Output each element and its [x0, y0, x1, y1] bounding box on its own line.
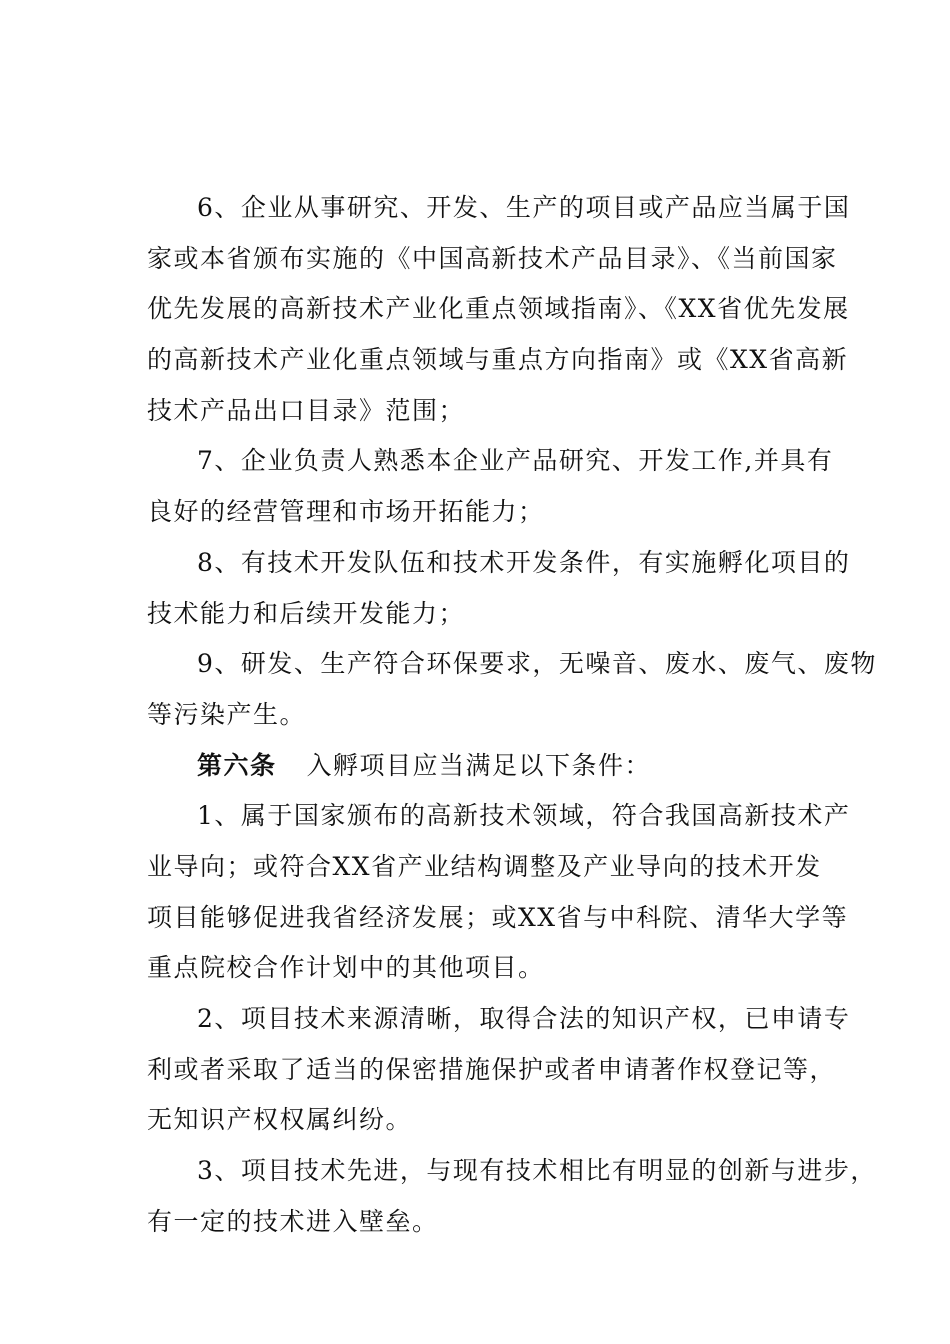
text-line: 1、属于国家颁布的高新技术领域，符合我国高新技术产 — [197, 801, 851, 831]
article-text: 入孵项目应当满足以下条件： — [306, 750, 652, 780]
text-line: 良好的经营管理和市场开拓能力； — [147, 497, 545, 527]
article-label: 第六条 — [197, 750, 277, 780]
text-line: 有一定的技术进入壁垒。 — [147, 1206, 439, 1236]
text-line: 等污染产生。 — [147, 699, 307, 729]
text-line: 8、有技术开发队伍和技术开发条件，有实施孵化项目的 — [197, 547, 851, 577]
document-body — [147, 183, 877, 1247]
paragraph-condition-1 — [147, 791, 851, 994]
text-line: 无知识产权权属纠纷。 — [147, 1105, 413, 1135]
text-line: 2、项目技术来源清晰，取得合法的知识产权，已申请专 — [197, 1004, 851, 1033]
paragraph-condition-2 — [147, 994, 851, 1146]
text-line: 3、项目技术先进，与现有技术相比有明显的创新与进步， — [197, 1156, 877, 1186]
text-line: 项目能够促进我省经济发展；或XX省与中科院、清华大学等 — [147, 902, 849, 932]
text-line: 利或者采取了适当的保密措施保护或者申请著作权登记等， — [147, 1054, 837, 1084]
paragraph-condition-3 — [147, 1146, 877, 1247]
text-line: 优先发展的高新技术产业化重点领域指南》、《XX省优先发展 — [147, 294, 850, 324]
text-line: 9、研发、生产符合环保要求，无噪音、废水、废气、废物 — [197, 649, 877, 679]
text-line: 的高新技术产业化重点领域与重点方向指南》或《XX省高新 — [147, 345, 849, 375]
text-line: 家或本省颁布实施的《中国高新技术产品目录》、《当前国家 — [147, 243, 838, 273]
text-line: 技术产品出口目录》范围； — [147, 395, 466, 425]
article-line — [147, 741, 817, 792]
paragraph-item-6 — [147, 183, 851, 436]
text-line: 重点院校合作计划中的其他项目。 — [147, 953, 545, 983]
paragraph-item-8 — [147, 538, 851, 639]
paragraph-item-9 — [147, 639, 877, 740]
text-line: 业导向；或符合XX省产业结构调整及产业导向的技术开发 — [147, 851, 822, 881]
text-line: 技术能力和后续开发能力； — [147, 598, 466, 628]
text-line: 7、企业负责人熟悉本企业产品研究、开发工作,并具有 — [197, 446, 834, 476]
article-heading — [147, 741, 817, 792]
text-line: 6、企业从事研究、开发、生产的项目或产品应当属于国 — [197, 193, 851, 222]
paragraph-item-7 — [147, 436, 834, 537]
